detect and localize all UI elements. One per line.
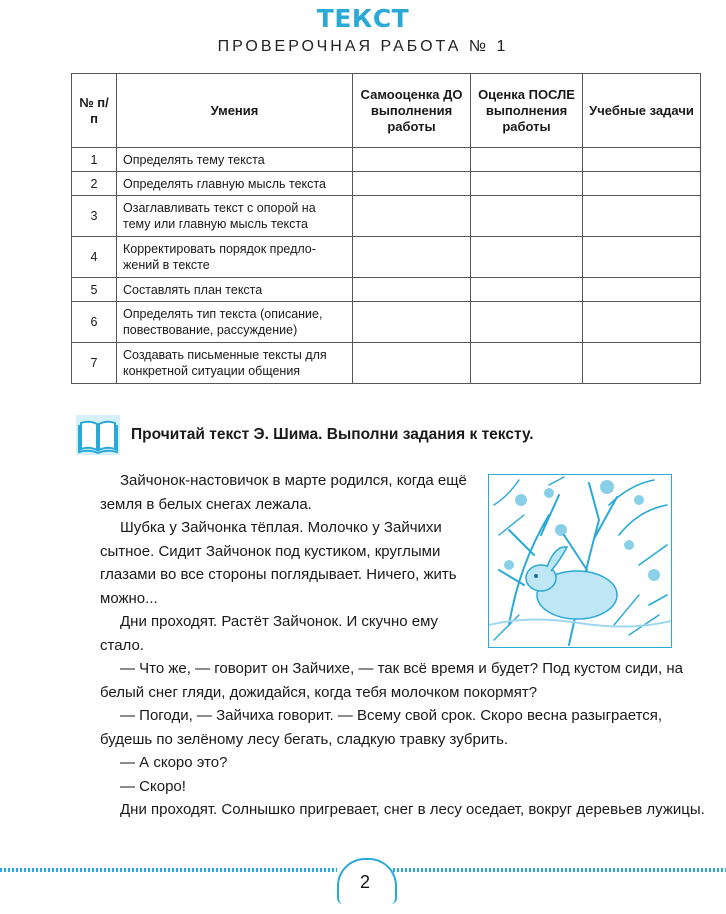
- self-assessment-before-cell[interactable]: [353, 148, 471, 172]
- story-paragraph: — Скоро!: [120, 777, 186, 795]
- self-assessment-before-cell[interactable]: [353, 237, 471, 278]
- hare-in-snow-illustration: [488, 474, 672, 648]
- table-row: [72, 343, 701, 384]
- learning-task-cell[interactable]: [583, 343, 701, 384]
- row-number: 7: [72, 343, 117, 384]
- column-header-number: № п/п: [72, 74, 117, 148]
- story-paragraph: — Погоди, — Зайчиха говорит. — Всему свой срок. Скоро весна разыграется, будешь по зелёному лесу бегать, сладкую травку зубрить.: [100, 707, 663, 748]
- self-assessment-before-cell[interactable]: [353, 278, 471, 302]
- self-assessment-before-cell[interactable]: [353, 172, 471, 196]
- row-number: 2: [72, 172, 117, 196]
- skill-cell: Корректировать порядок предло-жений в тексте: [117, 237, 353, 278]
- column-header-assessment-after: Оценка ПОСЛЕ выполнения работы: [471, 74, 583, 148]
- column-header-skills: Умения: [117, 74, 353, 148]
- table-row: [72, 237, 701, 278]
- table-row: [72, 196, 701, 237]
- learning-task-cell[interactable]: [583, 196, 701, 237]
- skill-cell: Озаглавливать текст с опорой на тему или главную мысль текста: [117, 196, 353, 237]
- self-assessment-before-cell[interactable]: [353, 196, 471, 237]
- worksheet-subtitle: ПРОВЕРОЧНАЯ РАБОТА № 1: [217, 38, 509, 55]
- open-book-icon: [75, 414, 121, 456]
- skill-cell: Создавать письменные тексты для конкретной ситуации общения: [117, 343, 353, 384]
- row-number: 3: [72, 196, 117, 237]
- story-paragraph: — Что же, — говорит он Зайчихе, — так всё время и будет? Под кустом сиди, на белый снег гляди, дожидайся, когда тебя молочком покормят?: [100, 660, 683, 701]
- story-paragraph: Дни проходят. Солнышко пригревает, снег в лесу оседает, вокруг деревьев лужицы.: [120, 801, 705, 818]
- learning-task-cell[interactable]: [583, 278, 701, 302]
- column-header-self-assessment-before: Самооценка ДО выполнения работы: [353, 74, 471, 148]
- story-paragraph: Шубка у Зайчонка тёплая. Молочко у Зайчихи сытное. Сидит Зайчонок под кустиком, круглыми глазами во все стороны поглядывает. Ничего, жить можно...: [100, 519, 457, 607]
- story-paragraph: Дни проходят. Растёт Зайчонок. И скучно ему стало.: [100, 613, 439, 654]
- row-number: 6: [72, 302, 117, 343]
- learning-task-cell[interactable]: [583, 302, 701, 343]
- skill-cell: Определять тему текста: [117, 148, 353, 172]
- assessment-after-cell[interactable]: [471, 172, 583, 196]
- row-number: 5: [72, 278, 117, 302]
- table-row: [72, 172, 701, 196]
- assessment-after-cell[interactable]: [471, 196, 583, 237]
- table-header-row: [72, 74, 701, 148]
- skill-cell: Составлять план текста: [117, 278, 353, 302]
- hare-figure: [526, 547, 617, 619]
- assessment-after-cell[interactable]: [471, 237, 583, 278]
- row-number: 4: [72, 237, 117, 278]
- self-assessment-before-cell[interactable]: [353, 302, 471, 343]
- learning-task-cell[interactable]: [583, 148, 701, 172]
- page-title: ТЕКСТ: [316, 4, 410, 33]
- self-assessment-table: [71, 73, 701, 384]
- learning-task-cell[interactable]: [583, 172, 701, 196]
- assessment-after-cell[interactable]: [471, 302, 583, 343]
- skill-cell: Определять тип текста (описание, повествование, рассуждение): [117, 302, 353, 343]
- skill-cell: Определять главную мысль текста: [117, 172, 353, 196]
- self-assessment-before-cell[interactable]: [353, 343, 471, 384]
- assessment-after-cell[interactable]: [471, 343, 583, 384]
- footer-decoration-left: [0, 868, 337, 872]
- row-number: 1: [72, 148, 117, 172]
- assessment-after-cell[interactable]: [471, 278, 583, 302]
- column-header-learning-tasks: Учебные задачи: [583, 74, 701, 148]
- page-number: 2: [359, 872, 370, 892]
- learning-task-cell[interactable]: [583, 237, 701, 278]
- footer-decoration-right: [393, 868, 726, 872]
- story-paragraph: Зайчонок-настовичок в марте родился, когда ещё земля в белых снегах лежала.: [100, 472, 467, 513]
- story-paragraph: — А скоро это?: [120, 754, 228, 771]
- table-row: [72, 302, 701, 343]
- assessment-after-cell[interactable]: [471, 148, 583, 172]
- reading-instruction: Прочитай текст Э. Шима. Выполни задания к тексту.: [131, 426, 534, 443]
- table-row: [72, 148, 701, 172]
- table-row: [72, 278, 701, 302]
